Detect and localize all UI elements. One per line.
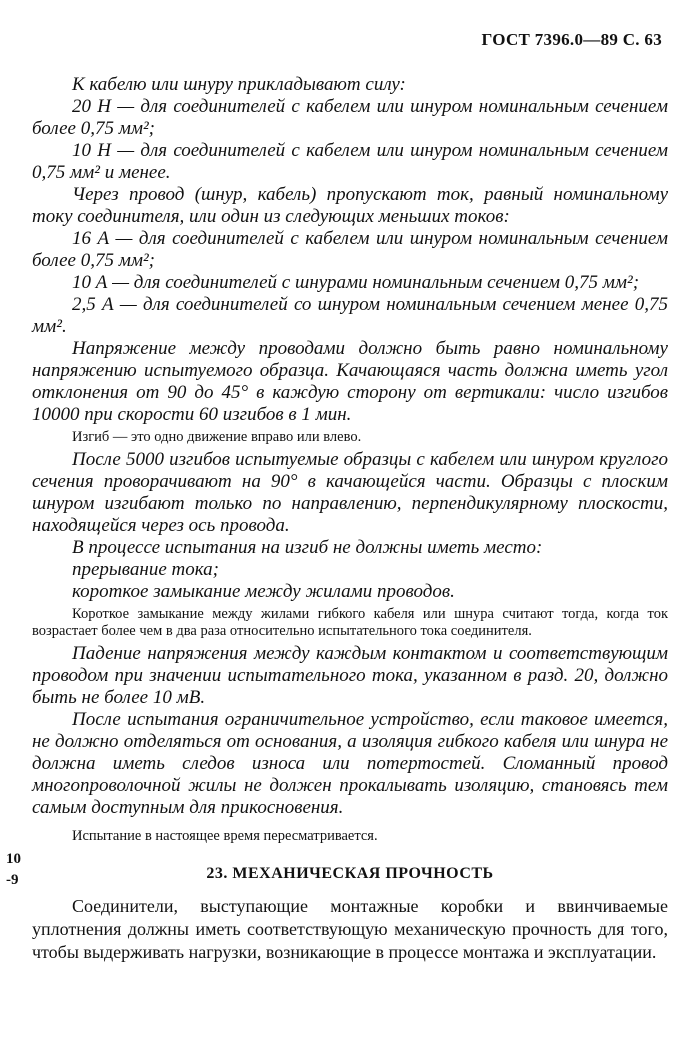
section-heading: 23. МЕХАНИЧЕСКАЯ ПРОЧНОСТЬ — [206, 865, 494, 882]
paragraph-2-5a: 2,5 А — для соединителей со шнуром номинальным сечением менее 0,75 мм². — [32, 294, 668, 337]
paragraph-short-circuit-definition: Короткое замыкание между жилами гибкого кабеля или шнура считают тогда, когда ток возрастает более чем в два раза относительно испытательного тока соединителя. — [32, 606, 668, 639]
paragraph-20n: 20 Н — для соединителей с кабелем или шнуром номинальным сечением более 0,75 мм²; — [32, 96, 668, 139]
page-header: ГОСТ 7396.0—89 С. 63 — [481, 30, 662, 49]
revision-note: Испытание в настоящее время пересматривается. — [72, 828, 378, 844]
paragraph-10a: 10 А — для соединителей с шнурами номинальным сечением 0,75 мм²; — [72, 272, 640, 293]
document-body — [32, 74, 668, 964]
paragraph-after-5000: После 5000 изгибов испытуемые образцы с кабелем или шнуром круглого сечения проворачивают на 90° в качающейся части. Образцы с плоским шнуром изгибают только по направлению, перпендикулярному плоскости, находящейся через ось провода. — [32, 449, 668, 536]
paragraph-interruption: прерывание тока; — [72, 559, 219, 580]
paragraph-after-test: После испытания ограничительное устройство, если таковое имеется, не должно отделяться от основания, а изоляция гибкого кабеля или шнура не должна иметь следов износа или потертостей. Сломанный провод многопроволочной жилы не должен прокалывать изоляцию, становясь тем самым доступным для прикосновения. — [32, 709, 668, 818]
section-text: Соединители, выступающие монтажные коробки и ввинчиваемые уплотнения должны иметь соответствующую механическую прочность для того, чтобы выдерживать нагрузки, возникающие в процессе монтажа и эксплуатации. — [32, 896, 668, 962]
paragraph-current: Через провод (шнур, кабель) пропускают ток, равный номинальному току соединителя, или один из следующих меньших токов: — [32, 184, 668, 227]
paragraph-force: К кабелю или шнуру прикладывают силу: — [72, 74, 406, 95]
paragraph-bend-definition: Изгиб — это одно движение вправо или влево. — [72, 429, 362, 445]
paragraph-10n: 10 Н — для соединителей с кабелем или шнуром номинальным сечением 0,75 мм² и менее. — [32, 140, 668, 183]
paragraph-voltage-drop: Падение напряжения между каждым контактом и соответствующим проводом при значении испытательного тока, указанном в разд. 20, должно быть не более 10 мВ. — [32, 643, 668, 708]
margin-mark-top: 10 — [6, 851, 21, 867]
paragraph-voltage: Напряжение между проводами должно быть равно номинальному напряжению испытуемого образца. Качающаяся часть должна иметь угол отклонения от 90 до 45° в каждую сторону от вертикали: число изгибов 10000 при скорости 60 изгибов в 1 мин. — [32, 338, 668, 425]
margin-mark-bottom: -9 — [6, 872, 19, 888]
paragraph-16a: 16 А — для соединителей с кабелем или шнуром номинальным сечением более 0,75 мм²; — [32, 228, 668, 271]
paragraph-during-test: В процессе испытания на изгиб не должны иметь место: — [72, 537, 543, 558]
paragraph-short-circuit: короткое замыкание между жилами проводов. — [72, 581, 455, 602]
